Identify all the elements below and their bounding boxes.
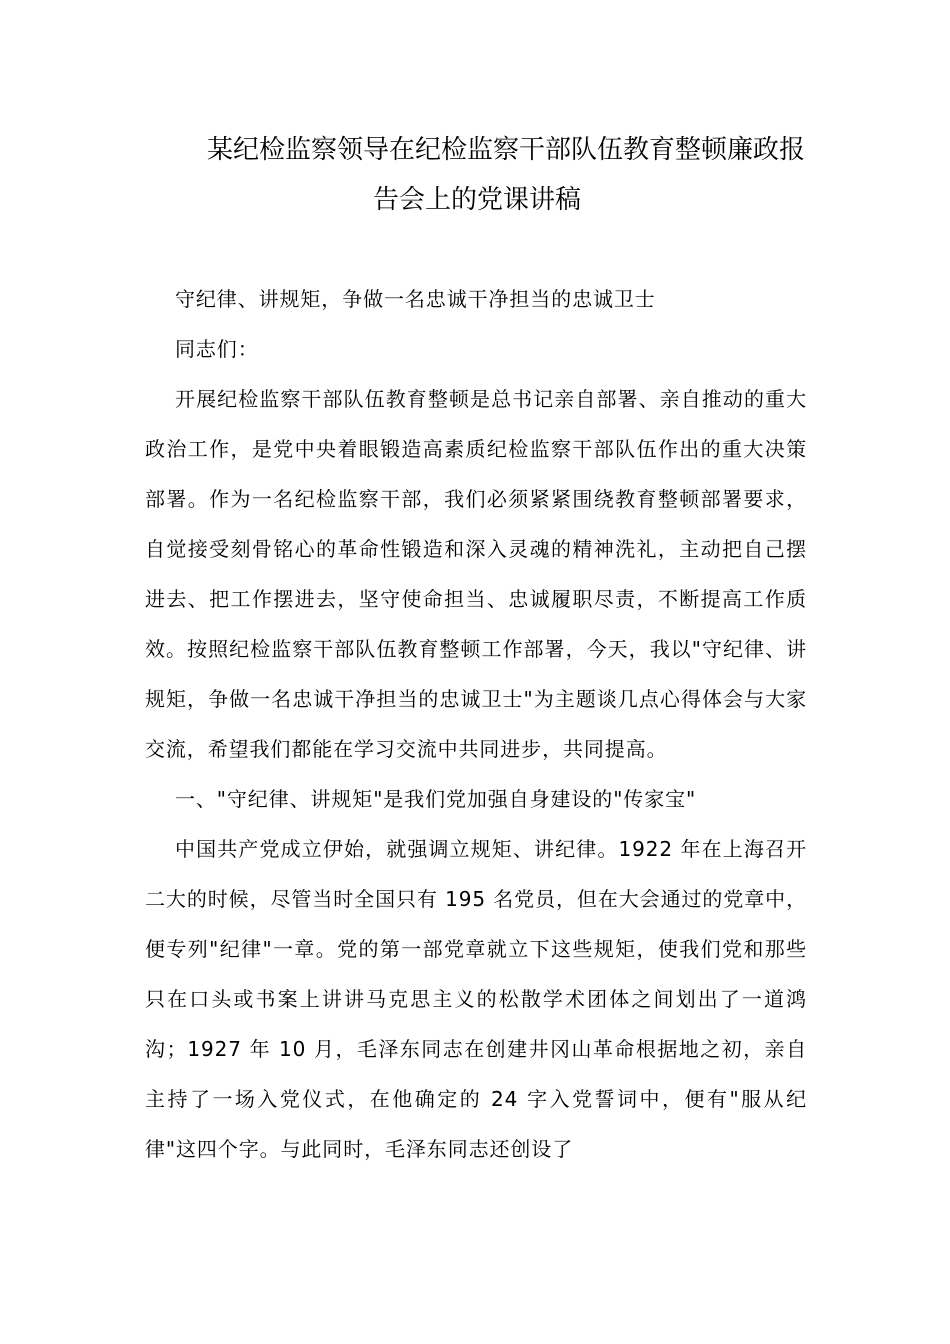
document-title-line-1: 某纪检监察领导在纪检监察干部队伍教育整顿廉政报 — [207, 135, 806, 165]
document-title-line-2: 告会上的党课讲稿 — [373, 185, 582, 215]
document-subtitle: 守纪律、讲规矩，争做一名忠诚干净担当的忠诚卫士 — [175, 287, 656, 311]
section-heading-1: 一、"守纪律、讲规矩"是我们党加强自身建设的"传家宝" — [175, 787, 697, 811]
paragraph-history: 中国共产党成立伊始，就强调立规矩、讲纪律。1922 年在上海召开二大的时候，尽管当时全国只有 195 名党员，但在大会通过的党章中，便专列"纪律"一章。党的第一部党章就立下这些规矩，使我们党和那些只在口头或书案上讲讲马克思主义的松散学术团体之间划出了一道鸿沟；1927 年 10 月，毛泽东同志在创建井冈山革命根据地之初，亲自主持了一场入党仪式，在他确定的 24 字入党誓词中，便有"服从纪律"这四个字。与此同时，毛泽东同志还创设了 — [145, 837, 807, 1161]
salutation: 同志们： — [175, 337, 259, 361]
document-body — [145, 274, 807, 1174]
paragraph-intro: 开展纪检监察干部队伍教育整顿是总书记亲自部署、亲自推动的重大政治工作，是党中央着眼锻造高素质纪检监察干部队伍作出的重大决策部署。作为一名纪检监察干部，我们必须紧紧围绕教育整顿部署要求，自觉接受刻骨铭心的革命性锻造和深入灵魂的精神洗礼，主动把自己摆进去、把工作摆进去，坚守使命担当、忠诚履职尽责，不断提高工作质效。按照纪检监察干部队伍教育整顿工作部署，今天，我以"守纪律、讲规矩，争做一名忠诚干净担当的忠诚卫士"为主题谈几点心得体会与大家交流，希望我们都能在学习交流中共同进步，共同提高。 — [145, 387, 807, 761]
